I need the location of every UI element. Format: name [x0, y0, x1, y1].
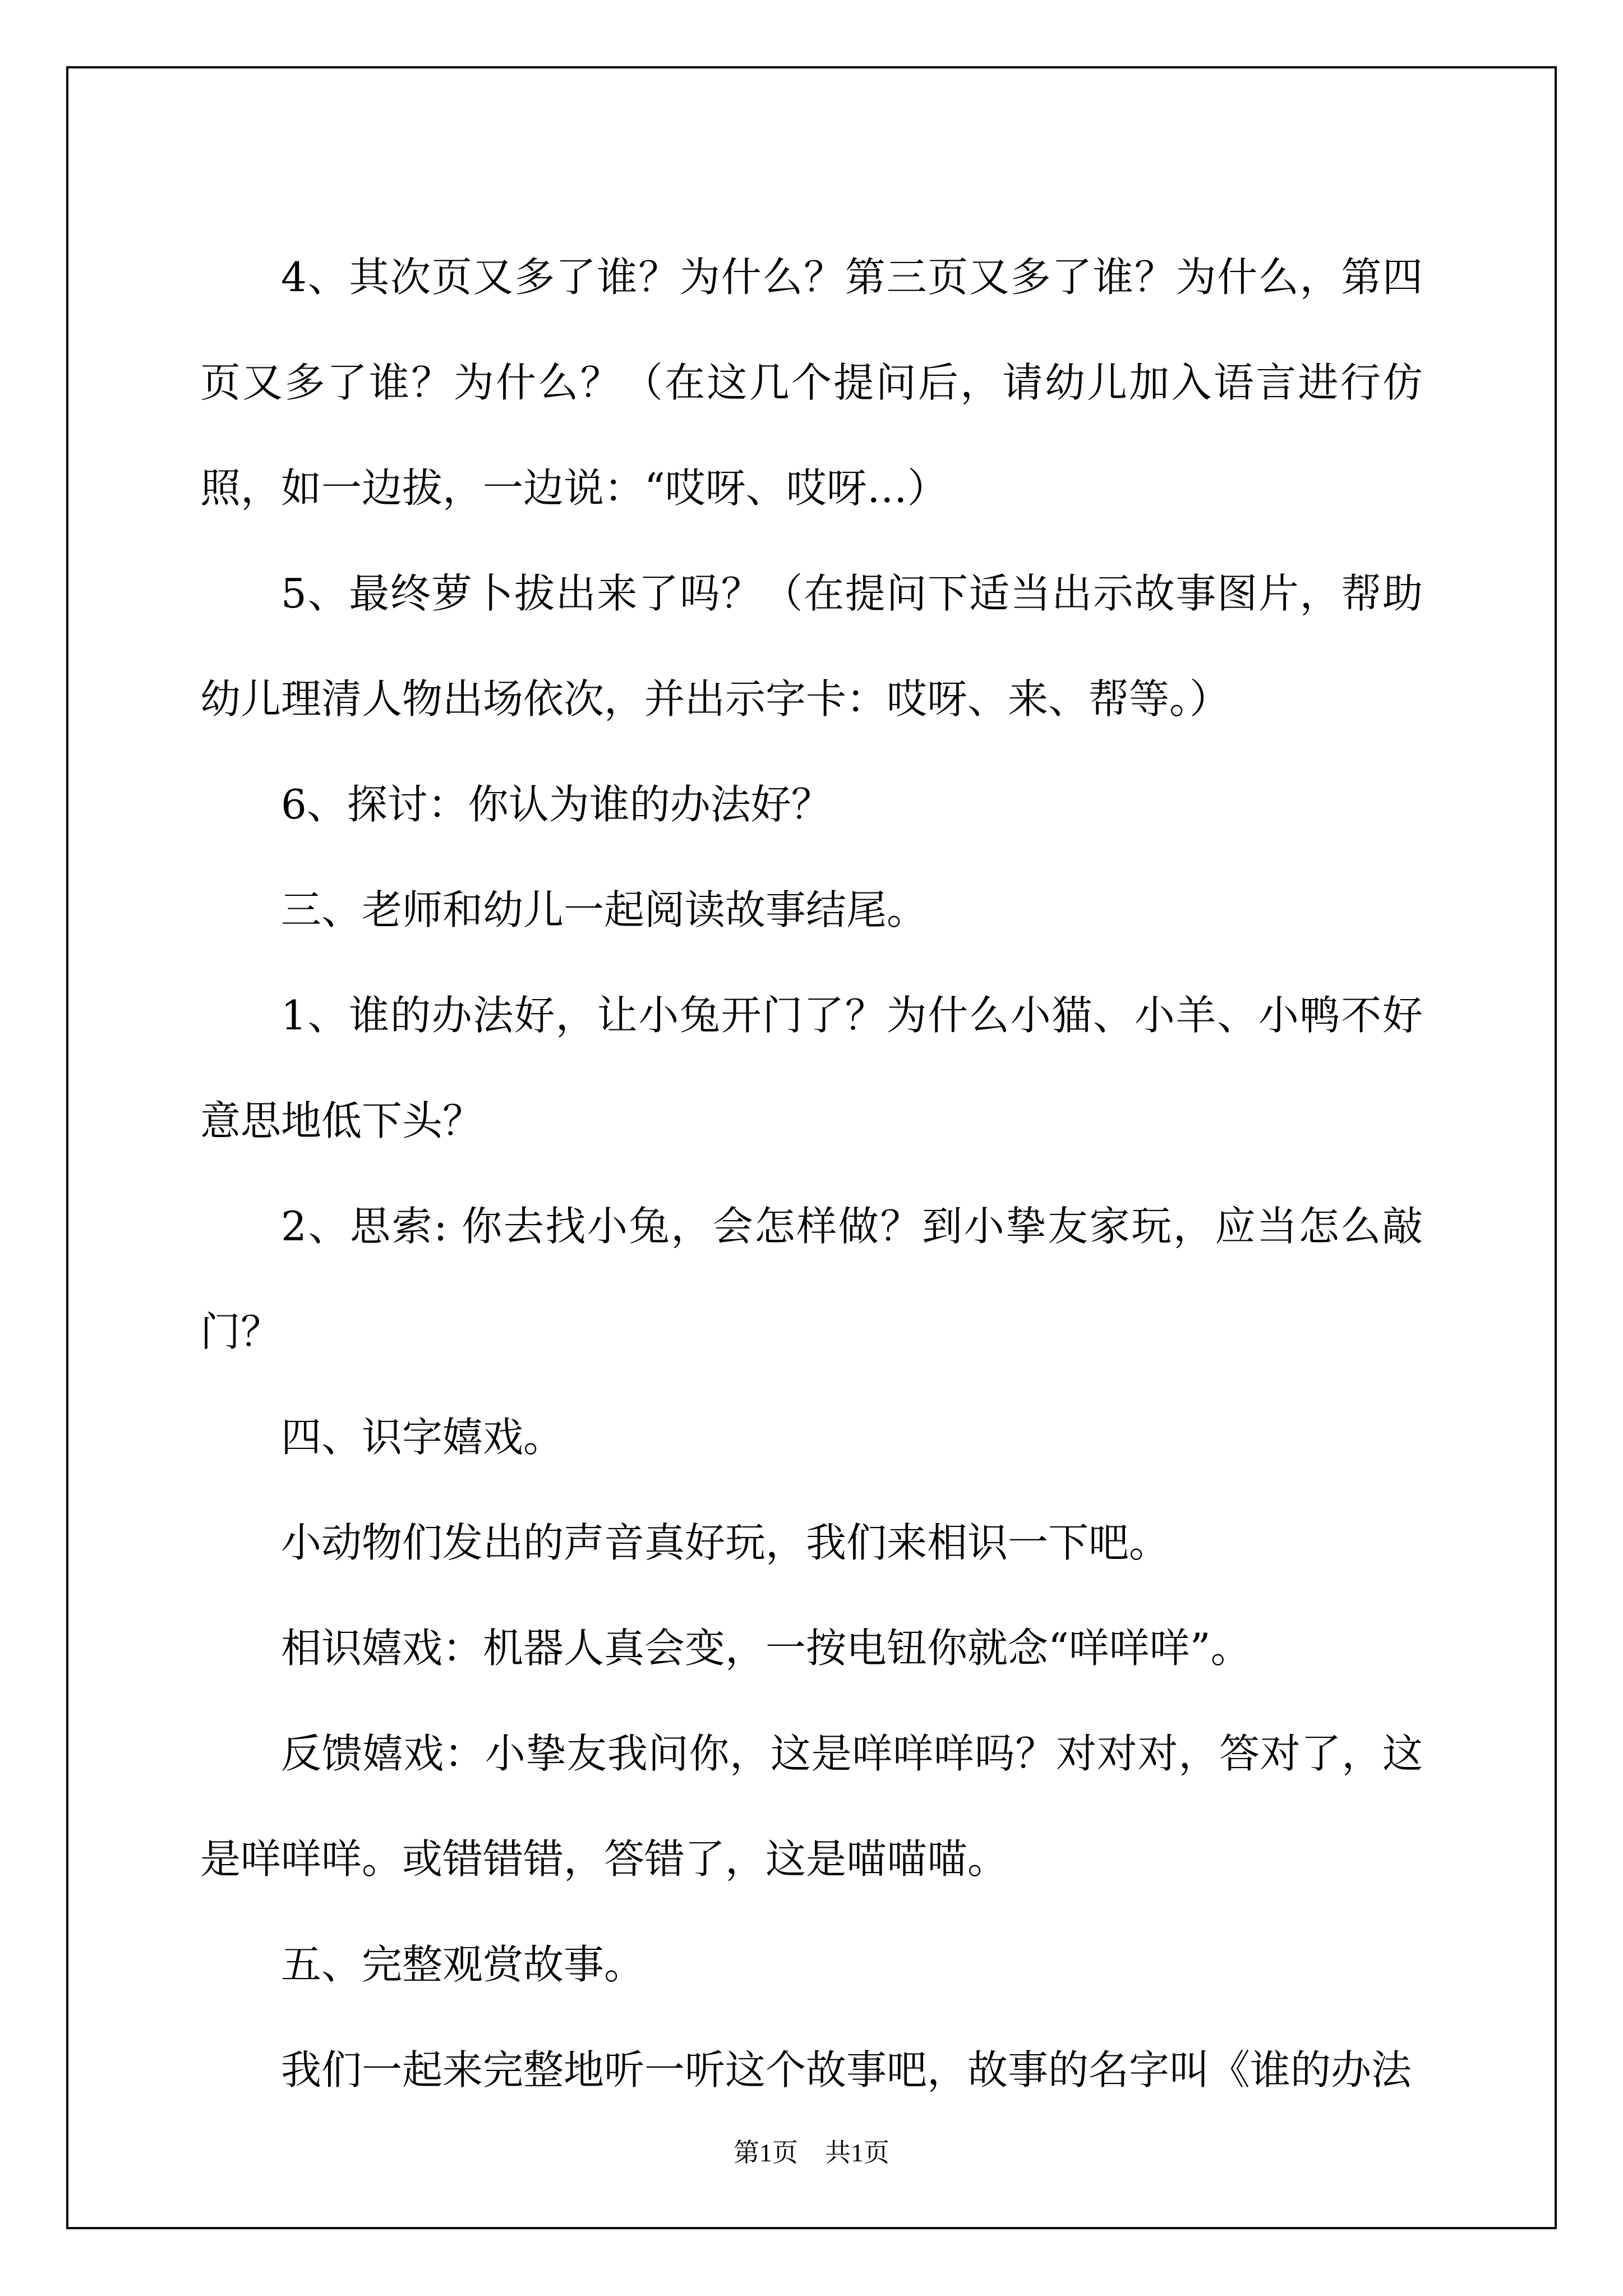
paragraph: 相识嬉戏：机器人真会变，一按电钮你就念“咩咩咩”。 — [281, 1625, 1251, 1672]
section-heading: 三、老师和幼儿一起阅读故事结尾。 — [281, 886, 928, 933]
page-total: 共1页 — [825, 2138, 889, 2167]
paragraph: 6、探讨：你认为谁的办法好？ — [281, 781, 832, 828]
paragraph: 5、最终萝卜拔出来了吗？（在提问下适当出示故事图片，帮助幼儿理清人物出场依次，并出示字卡：哎呀、来、帮等。） — [200, 570, 1423, 723]
page-number: 第1页 — [734, 2138, 798, 2167]
paragraph: 2、思索: 你去找小兔，会怎样做？到小挚友家玩，应当怎么敲门？ — [200, 1203, 1423, 1355]
paragraph: 反馈嬉戏：小挚友我问你，这是咩咩咩吗？对对对，答对了，这是咩咩咩。或错错错，答错了，这是喵喵喵。 — [200, 1730, 1423, 1883]
page-footer — [0, 2136, 1623, 2170]
paragraph: 1、谁的办法好，让小兔开门了？为什么小猫、小羊、小鸭不好意思地低下头？ — [200, 992, 1423, 1144]
paragraph: 4、其次页又多了谁？为什么？第三页又多了谁？为什么，第四页又多了谁？为什么？（在这几个提问后，请幼儿加入语言进行仿照，如一边拔，一边说：“哎呀、哎呀…） — [200, 254, 1423, 512]
section-heading: 四、识字嬉戏。 — [281, 1414, 564, 1461]
document-body — [200, 224, 1423, 2123]
paragraph: 我们一起来完整地听一听这个故事吧，故事的名字叫《谁的办法 — [281, 2046, 1412, 2093]
paragraph: 小动物们发出的声音真好玩，我们来相识一下吧。 — [281, 1519, 1170, 1566]
section-heading: 五、完整观赏故事。 — [281, 1941, 645, 1988]
